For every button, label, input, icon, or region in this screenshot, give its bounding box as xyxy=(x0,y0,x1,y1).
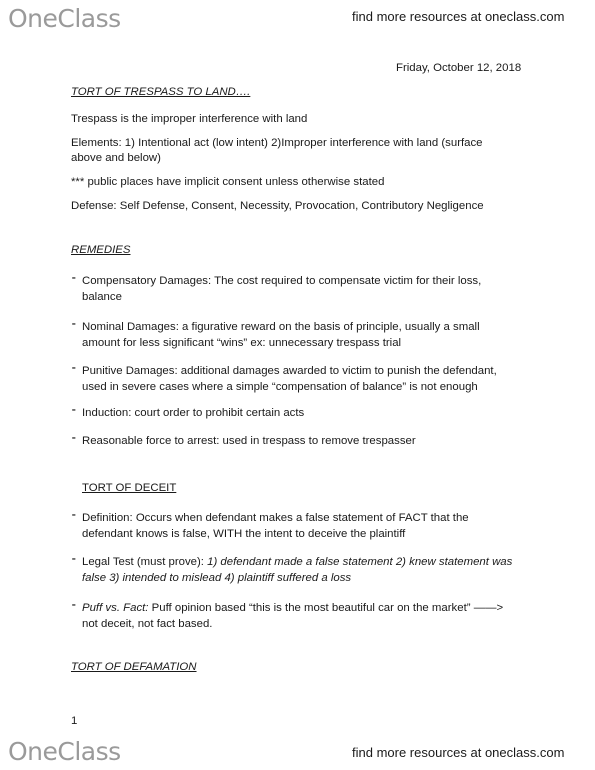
section-title-defamation: TORT OF DEFAMATION xyxy=(71,661,197,673)
list-item-nominal xyxy=(82,319,522,351)
list-item-line xyxy=(82,554,522,570)
section-title-trespass: TORT OF TRESPASS TO LAND…. xyxy=(71,86,251,98)
trespass-definition: Trespass is the improper interference with land xyxy=(71,113,308,125)
puff-label: Puff vs. Fact: xyxy=(82,602,149,614)
header-resources-link[interactable]: find more resources at oneclass.com xyxy=(352,9,565,24)
list-item-legal-test xyxy=(82,554,522,586)
list-item-reasonable-force xyxy=(82,433,522,449)
bullet-dash: ⁃ xyxy=(71,554,77,566)
list-item-punitive xyxy=(82,363,522,395)
list-item-line xyxy=(82,600,522,616)
legal-test-text: 1) defendant made a false statement 2) knew statement was xyxy=(207,556,513,568)
trespass-note: *** public places have implicit consent unless otherwise stated xyxy=(71,176,385,188)
list-item-line: Punitive Damages: additional damages awarded to victim to punish the defendant, xyxy=(82,365,497,377)
bullet-dash: ⁃ xyxy=(71,363,77,375)
puff-text: Puff opinion based “this is the most beautiful car on the market” ——> xyxy=(148,602,504,614)
list-item-line: balance xyxy=(82,291,122,303)
page-number: 1 xyxy=(71,715,78,727)
list-item-line: Induction: court order to prohibit certain acts xyxy=(82,407,305,419)
list-item-puff-vs-fact xyxy=(82,600,522,632)
list-item-line: Compensatory Damages: The cost required to compensate victim for their loss, xyxy=(82,275,482,287)
oneclass-logo: OneClass xyxy=(8,4,121,33)
list-item-line: Definition: Occurs when defendant makes a false statement of FACT that the xyxy=(82,512,469,524)
legal-test-label: Legal Test (must prove): xyxy=(82,556,208,568)
list-item-line: false 3) intended to mislead 4) plaintiff suffered a loss xyxy=(82,572,352,584)
oneclass-logo: OneClass xyxy=(8,737,121,766)
list-item-line: used in severe cases where a simple “compensation of balance” is not enough xyxy=(82,381,478,393)
list-item-line: Reasonable force to arrest: used in trespass to remove trespasser xyxy=(82,435,416,447)
bullet-dash: ⁃ xyxy=(71,510,77,522)
list-item-line: defendant knows is false, WITH the intent to deceive the plaintiff xyxy=(82,528,406,540)
trespass-elements-line2: above and below) xyxy=(71,152,161,164)
footer-resources-link[interactable]: find more resources at oneclass.com xyxy=(352,745,565,760)
list-item-induction xyxy=(82,405,522,421)
bullet-dash: ⁃ xyxy=(71,433,77,445)
bullet-dash: ⁃ xyxy=(71,405,77,417)
list-item-line: amount for less significant “wins” ex: unnecessary trespass trial xyxy=(82,337,402,349)
document-date: Friday, October 12, 2018 xyxy=(396,62,522,74)
list-item-line: not deceit, not fact based. xyxy=(82,618,213,630)
section-title-remedies: REMEDIES xyxy=(71,244,131,256)
bullet-dash: ⁃ xyxy=(71,273,77,285)
section-title-deceit: TORT OF DECEIT xyxy=(82,482,177,494)
list-item-compensatory xyxy=(82,273,522,305)
bullet-dash: ⁃ xyxy=(71,319,77,331)
trespass-defense: Defense: Self Defense, Consent, Necessity, Provocation, Contributory Negligence xyxy=(71,200,484,212)
trespass-elements-line1: Elements: 1) Intentional act (low intent) 2)Improper interference with land (surface xyxy=(71,137,483,149)
list-item-line: Nominal Damages: a figurative reward on the basis of principle, usually a small xyxy=(82,321,480,333)
bullet-dash: ⁃ xyxy=(71,600,77,612)
list-item-deceit-definition xyxy=(82,510,522,542)
